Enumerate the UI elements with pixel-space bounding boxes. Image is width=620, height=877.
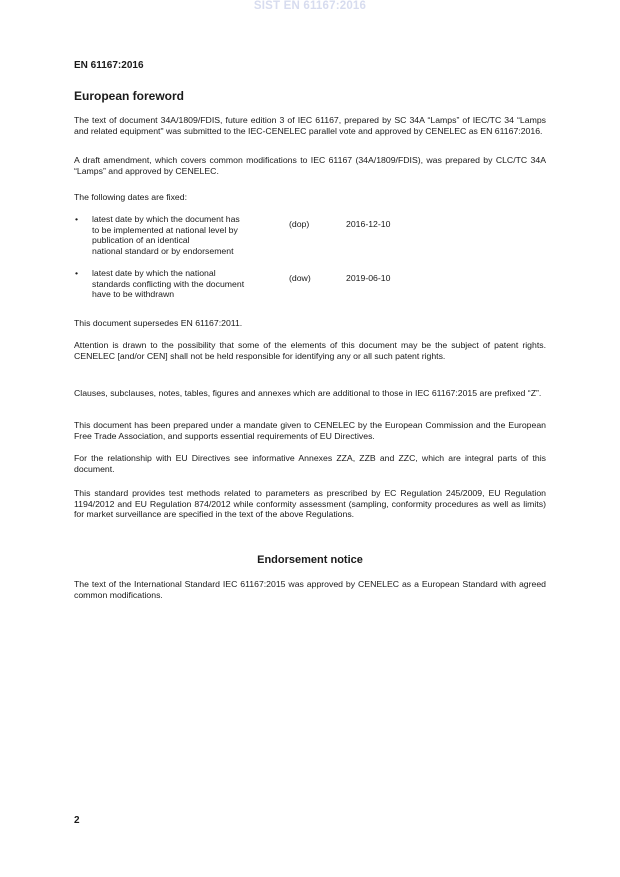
bullet-icon: • bbox=[75, 268, 79, 278]
endorsement-title: Endorsement notice bbox=[257, 554, 363, 566]
endorsement-text: The text of the International Standard IEC 61167:2015 was approved by CENELEC as a European Standard with agreed common modifications. bbox=[74, 579, 546, 600]
description-line: latest date by which the national bbox=[92, 268, 216, 278]
section-title: European foreword bbox=[74, 89, 185, 103]
date-description bbox=[92, 268, 282, 300]
foreword-paragraph-3: The following dates are fixed: bbox=[74, 192, 188, 202]
date-code: (dop) bbox=[289, 219, 310, 229]
description-line: publication of an identical bbox=[92, 235, 190, 246]
foreword-paragraph-1: The text of document 34A/1809/FDIS, future edition 3 of IEC 61167, prepared by SC 34A “Lamps” of IEC/TC 34 “Lamps and related equipment" was submitted to the IEC-CENELEC parallel vote and approved by CENELEC as EN 61167:2016. bbox=[74, 115, 546, 136]
list-item bbox=[74, 268, 546, 308]
dates-list bbox=[74, 214, 546, 308]
description-line: national standard or by endorsement bbox=[92, 245, 234, 256]
watermark: SIST EN 61167:2016 bbox=[253, 0, 367, 12]
description-line: to be implemented at national level by bbox=[92, 224, 238, 235]
description-line: standards conflicting with the document bbox=[92, 278, 245, 289]
date-value: 2019-06-10 bbox=[346, 273, 391, 283]
list-item bbox=[74, 214, 546, 268]
foreword-paragraph-9: This standard provides test methods related to parameters as prescribed by EC Regulation 245/2009, EU Regulation 1194/2012 and EU Regulation 874/2012 while conformity assessment (sampling, conformity procedures as well as limits) for market surveillance are specified in the text of the above Regulations. bbox=[74, 488, 546, 520]
foreword-paragraph-8: For the relationship with EU Directives see informative Annexes ZZA, ZZB and ZZC, which are integral parts of this document. bbox=[74, 453, 546, 474]
foreword-paragraph-6: Clauses, subclauses, notes, tables, figures and annexes which are additional to those in IEC 61167:2015 are prefixed “Z”. bbox=[74, 388, 542, 398]
date-code: (dow) bbox=[289, 273, 311, 283]
foreword-paragraph-7: This document has been prepared under a mandate given to CENELEC by the European Commission and the European Free Trade Association, and supports essential requirements of EU Directives. bbox=[74, 420, 546, 441]
foreword-paragraph-2: A draft amendment, which covers common modifications to IEC 61167 (34A/1809/FDIS), was prepared by CLC/TC 34A “Lamps” and approved by CENELEC. bbox=[74, 155, 546, 176]
date-description bbox=[92, 214, 282, 256]
bullet-icon: • bbox=[75, 214, 79, 224]
date-value: 2016-12-10 bbox=[346, 219, 391, 229]
foreword-paragraph-4: This document supersedes EN 61167:2011. bbox=[74, 318, 243, 328]
page-number: 2 bbox=[74, 815, 80, 826]
document-identifier: EN 61167:2016 bbox=[74, 60, 144, 71]
description-line: latest date by which the document has bbox=[92, 214, 240, 224]
foreword-paragraph-5: Attention is drawn to the possibility that some of the elements of this document may be the subject of patent rights. CENELEC [and/or CEN] shall not be held responsible for identifying any or all such patent rights. bbox=[74, 340, 546, 361]
description-line: have to be withdrawn bbox=[92, 289, 175, 300]
